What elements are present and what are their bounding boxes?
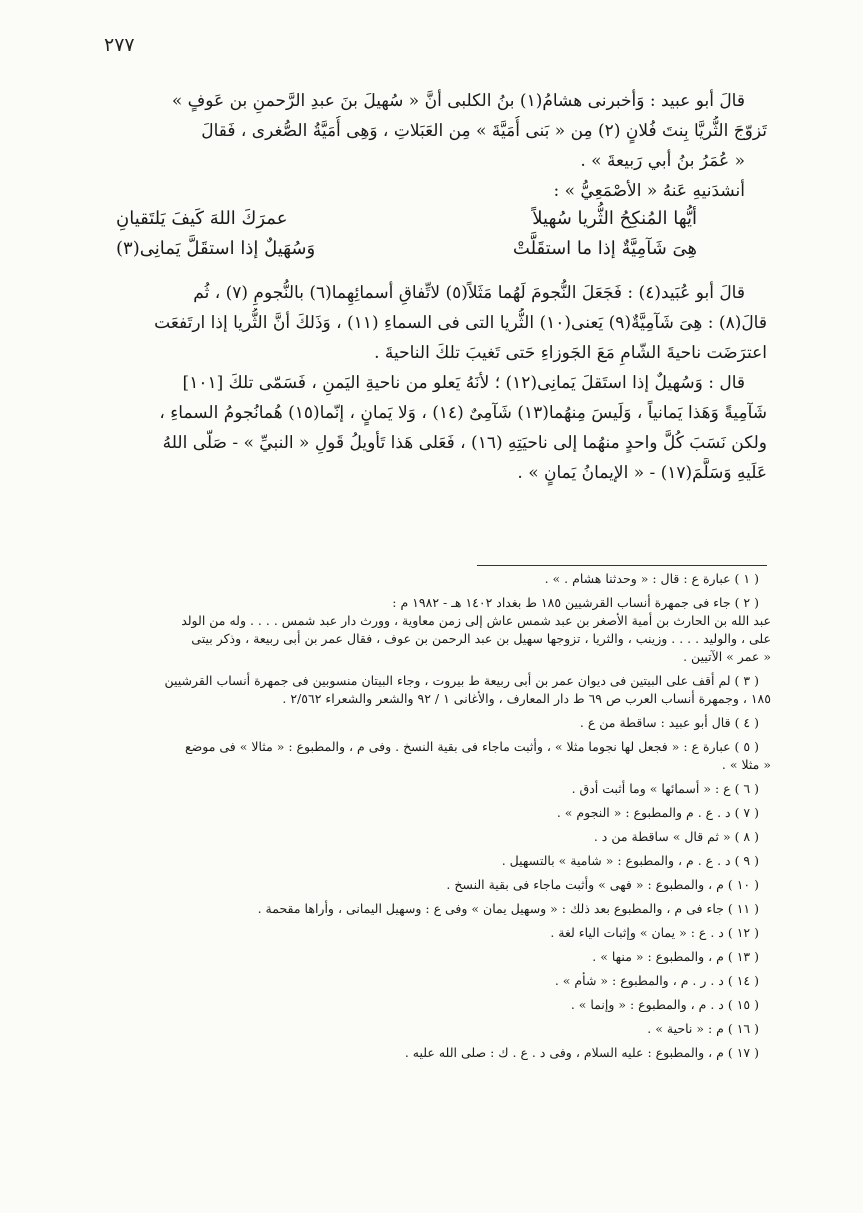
footnote-divider xyxy=(477,565,767,566)
paragraph-line: قالَ أبو عبيد : وَأخبرنى هشامُ(١) بنُ الكلبى أنَّ « سُهيلَ بنَ عبدِ الرَّحمنِ بن عَوفٍ » xyxy=(171,91,745,111)
poem-intro: أنشدَنيهِ عَنهُ « الأصْمَعِيُّ » : xyxy=(553,181,745,201)
paragraph-line: « عُمَرُ بنُ أبي رَبيعةَ » . xyxy=(580,151,745,171)
paragraph-line: عَلَيهِ وَسَلَّمَ(١٧) - « الإيمانُ يَمانٍ » . xyxy=(517,463,767,483)
footnote: ( ٢ ) جاء فى جمهرة أنساب القرشيين ١٨٥ ط بغداد ١٤٠٢ هـ - ١٩٨٢ م : xyxy=(392,595,759,610)
poem xyxy=(96,208,767,270)
poem-hemistich: أيُّها المُنكِحُ الثُّريا سُهيلاً xyxy=(532,208,697,229)
footnote: ( ٨ ) « ثم قال » ساقطة من د . xyxy=(593,829,759,844)
footnote: ( ١٧ ) م ، والمطبوع : عليه السلام ، وفى د . ع . ك : صلى الله عليه . xyxy=(404,1045,759,1060)
footnote-continuation: « عمر » الآتيين . xyxy=(683,649,771,664)
poem-hemistich: عمرَكَ اللهَ كَيفَ يَلتَقيانِ xyxy=(116,208,288,229)
footnote: ( ١٥ ) د . م ، والمطبوع : « وإنما » . xyxy=(570,997,759,1012)
paragraph-line: قالَ أبو عُبَيد(٤) : فَجَعَلَ النُّجومَ لَهُما مَثَلاً(٥) لاتِّفاقِ أسمائِهِما(٦) بالنُّجومِ (٧) ، ثُم xyxy=(193,283,745,303)
paragraph-line: اعترَضَت ناحيةَ الشّامِ مَعَ الجَوزاءِ حَتى تَغيبَ تلكَ الناحيةَ . xyxy=(374,343,767,363)
paragraph-line: قالَ(٨) : هِىَ شَآمِيَّةٌ(٩) يَعنى(١٠) الثُّريا التى فى السماءِ (١١) ، وَذَلكَ أنَّ الثُّريا إذا ارتَفعَت xyxy=(154,313,767,333)
footnote-continuation: على ، والوليد . . . . وزينب ، والثريا ، تزوجها سهيل بن عبد الرحمن بن عوف ، فقال عمر بن أبى ربيعة ، وذكر بيتى xyxy=(191,631,771,646)
footnote: ( ١٢ ) د . ع : « يمان » وإثبات الياء لغة . xyxy=(550,925,759,940)
footnote: ( ٦ ) ع : « أسمائها » وما أثبت أدق . xyxy=(571,781,759,796)
footnote: ( ١٤ ) د . ر . م ، والمطبوع : « شأم » . xyxy=(554,973,759,988)
footnote: ( ٥ ) عبارة ع : « فجعل لها نجوما مثلا » ، وأثبت ماجاء فى بقية النسخ . وفى م ، والمطبوع : « مثالا » فى موضع xyxy=(184,739,759,754)
paragraph-line: تَزوّجَ الثُّريَّا بِنتَ فُلانٍ (٢) مِن « بَنى أُمَيَّةَ » مِن العَبَلاتِ ، وَهِى أُمَيَّةُ الصُّغرى ، فَقالَ xyxy=(201,121,767,141)
footnote: ( ١ ) عبارة ع : قال : « وحدثنا هشام . » . xyxy=(544,571,759,586)
footnote-continuation: ١٨٥ ، وجمهرة أنساب العرب ص ٦٩ ط دار المعارف ، والأغانى ١ / ٩٢ والشعر والشعراء ٢/٥٦٢ . xyxy=(282,691,771,706)
footnote: ( ٩ ) د . ع . م ، والمطبوع : « شامية » بالتسهيل . xyxy=(501,853,759,868)
poem-hemistich: هِىَ شَآمِيَّةٌ إذا ما استقَلَّتْ xyxy=(512,238,697,259)
footnote: ( ١٠ ) م ، والمطبوع : « فهى » وأثبت ماجاء فى بقية النسخ . xyxy=(446,877,759,892)
paragraph-line: شَآمِيةً وَهَذا يَمانياً ، وَلَيسَ مِنهُما(١٣) شَآمِىٌ (١٤) ، وَلا يَمانٍ ، إنّما(١٥) هُمانُجومُ السماءِ ، xyxy=(159,403,767,423)
footnote: ( ٤ ) قال أبو عبيد : ساقطة من ع . xyxy=(579,715,759,730)
footnote-continuation: عبد الله بن الحارث بن أمية الأصغر بن عبد شمس عاش إلى زمن معاوية ، وورث دار عبد شمس . . . . وله من الولد xyxy=(181,613,771,628)
footnote: ( ١٦ ) م : « ناحية » . xyxy=(647,1021,759,1036)
paragraph-line: ولكن نَسَبَ كُلَّ واحدٍ منهُما إلى ناحيَتِهِ (١٦) ، فَعَلى هَذا تَأويلُ قَولِ « النبيِّ » - صَلّى اللهُ xyxy=(162,433,767,453)
page-number: ٢٧٧ xyxy=(104,34,135,56)
footnote: ( ١٣ ) م ، والمطبوع : « منها » . xyxy=(592,949,759,964)
main-text xyxy=(96,86,767,488)
footnote-continuation: « مثلا » . xyxy=(721,757,771,772)
footnote: ( ١١ ) جاء فى م ، والمطبوع بعد ذلك : « وسهيل يمان » وفى ع : وسهيل اليمانى ، وأراها مقحمة . xyxy=(257,901,759,916)
footnote: ( ٣ ) لم أقف على البيتين فى ديوان عمر بن أبى ربيعة ط بيروت ، وجاء البيتان منسوبين فى جمهرة أنساب القرشيين xyxy=(164,673,759,688)
footnote: ( ٧ ) د . ع . م والمطبوع : « النجوم » . xyxy=(556,805,759,820)
footnotes xyxy=(106,570,771,1062)
paragraph-line: قال : وَسُهيلٌ إذا استَقلَ يَمانِى(١٢) ؛ لأنَهُ يَعلو من ناحيةِ اليَمنِ ، فَسَمّى تلكَ [١٠١] xyxy=(182,373,745,393)
poem-hemistich: وَسُهَيلٌ إذا استقَلَّ يَمانِى(٣) xyxy=(116,238,316,259)
